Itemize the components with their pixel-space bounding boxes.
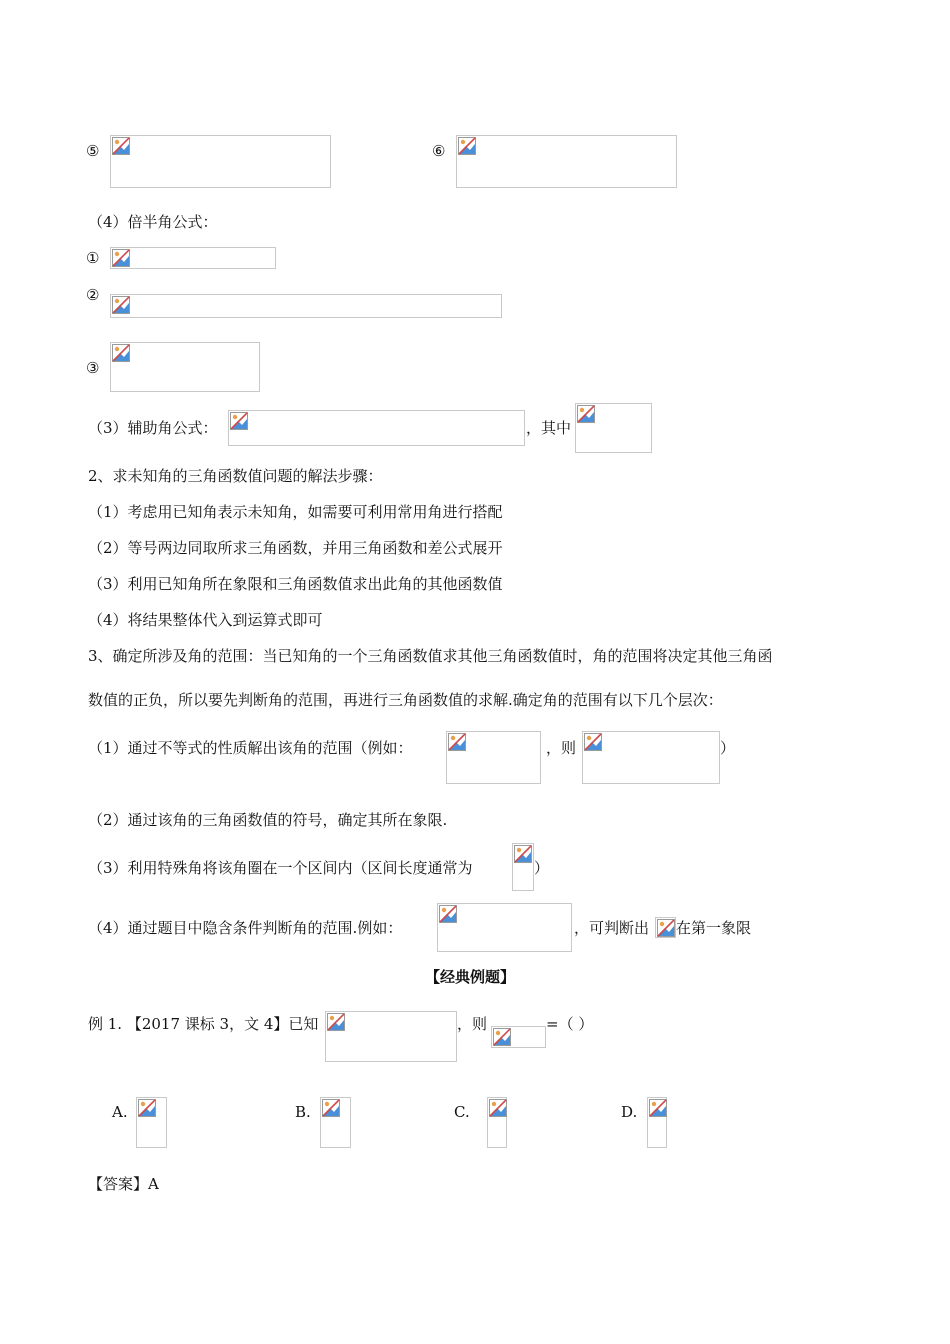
aux-angle-formula-image (228, 410, 525, 446)
section3-item1-suffix: ） (720, 739, 736, 757)
aux-angle-middle: ，其中 (526, 419, 572, 437)
half-angle-image-1 (110, 247, 276, 269)
section2-step-4: （4）将结果整体代入到运算式即可 (88, 611, 323, 629)
half-angle-heading: （4）倍半角公式： (88, 213, 218, 231)
option-d-label: D. (621, 1103, 638, 1121)
section3-item3-prefix: （3）利用特殊角将该角圈在一个区间内（区间长度通常为 (88, 859, 473, 877)
formula-label-5: ⑤ (86, 142, 100, 160)
answer-text: 【答案】A (88, 1175, 159, 1193)
option-a-image (136, 1097, 167, 1148)
example1-middle: ，则 (457, 1015, 488, 1033)
section3-item3-suffix: ） (534, 859, 550, 877)
half-angle-label-1: ① (86, 249, 100, 267)
section3-line-1: 3、确定所涉及角的范围：当已知角的一个三角函数值求其他三角函数值时，角的范围将决定其他三角函 (88, 647, 773, 665)
broken-image-icon (111, 136, 131, 156)
formula-image-6 (456, 135, 677, 188)
section2-step-1: （1）考虑用已知角表示未知角，如需要可利用常用角进行搭配 (88, 503, 503, 521)
option-c-image (487, 1097, 507, 1148)
section2-step-3: （3）利用已知角所在象限和三角函数值求出此角的其他函数值 (88, 575, 503, 593)
broken-image-icon (513, 844, 533, 864)
broken-image-icon (321, 1098, 341, 1118)
option-d-image (647, 1097, 667, 1148)
option-b-label: B. (295, 1103, 311, 1121)
option-b-image (320, 1097, 351, 1148)
broken-image-icon (326, 1012, 346, 1032)
example1-expression-image (491, 1026, 546, 1048)
aux-angle-condition-image (575, 403, 652, 453)
half-angle-image-2 (110, 294, 502, 318)
aux-angle-prefix: （3）辅助角公式： (88, 419, 218, 437)
broken-image-icon (137, 1098, 157, 1118)
broken-image-icon (447, 732, 467, 752)
section3-item4-prefix: （4）通过题目中隐含条件判断角的范围.例如： (88, 919, 403, 937)
broken-image-icon (583, 732, 603, 752)
option-c-label: C. (454, 1103, 470, 1121)
option-a-label: A. (112, 1103, 128, 1121)
broken-image-icon (111, 248, 131, 268)
section2-step-2: （2）等号两边同取所求三角函数，并用三角函数和差公式展开 (88, 539, 503, 557)
half-angle-label-3: ③ (86, 359, 100, 377)
section3-item4-image-a (437, 903, 572, 952)
half-angle-image-3 (110, 342, 260, 392)
broken-image-icon (648, 1098, 668, 1118)
section3-item4-image-b (655, 917, 676, 938)
broken-image-icon (457, 136, 477, 156)
broken-image-icon (576, 404, 596, 424)
section3-item1-image-b (582, 731, 720, 784)
broken-image-icon (111, 295, 131, 315)
example1-given-image (325, 1011, 457, 1062)
section3-item4-middle: ，可判断出 (574, 919, 650, 937)
formula-label-6: ⑥ (432, 142, 446, 160)
broken-image-icon (438, 904, 458, 924)
classic-examples-heading: 【经典例题】 (425, 968, 516, 986)
example1-suffix: =（ ） (546, 1015, 594, 1033)
section3-item1-prefix: （1）通过不等式的性质解出该角的范围（例如： (88, 739, 413, 757)
broken-image-icon (229, 411, 249, 431)
broken-image-icon (656, 918, 676, 938)
example1-prefix: 例 1. 【2017 课标 3，文 4】已知 (88, 1015, 319, 1033)
section3-line-2: 数值的正负，所以要先判断角的范围，再进行三角函数值的求解.确定角的范围有以下几个层次： (88, 691, 723, 709)
broken-image-icon (492, 1027, 512, 1047)
half-angle-label-2: ② (86, 286, 100, 304)
broken-image-icon (488, 1098, 508, 1118)
section3-item3-image (512, 843, 534, 891)
section3-item1-middle: ，则 (546, 739, 577, 757)
section3-item2: （2）通过该角的三角函数值的符号，确定其所在象限. (88, 811, 448, 829)
broken-image-icon (111, 343, 131, 363)
section3-item1-image-a (446, 731, 541, 784)
formula-image-5 (110, 135, 331, 188)
section3-item4-suffix: 在第一象限 (676, 919, 752, 937)
section2-title: 2、求未知角的三角函数值问题的解法步骤： (88, 467, 383, 485)
